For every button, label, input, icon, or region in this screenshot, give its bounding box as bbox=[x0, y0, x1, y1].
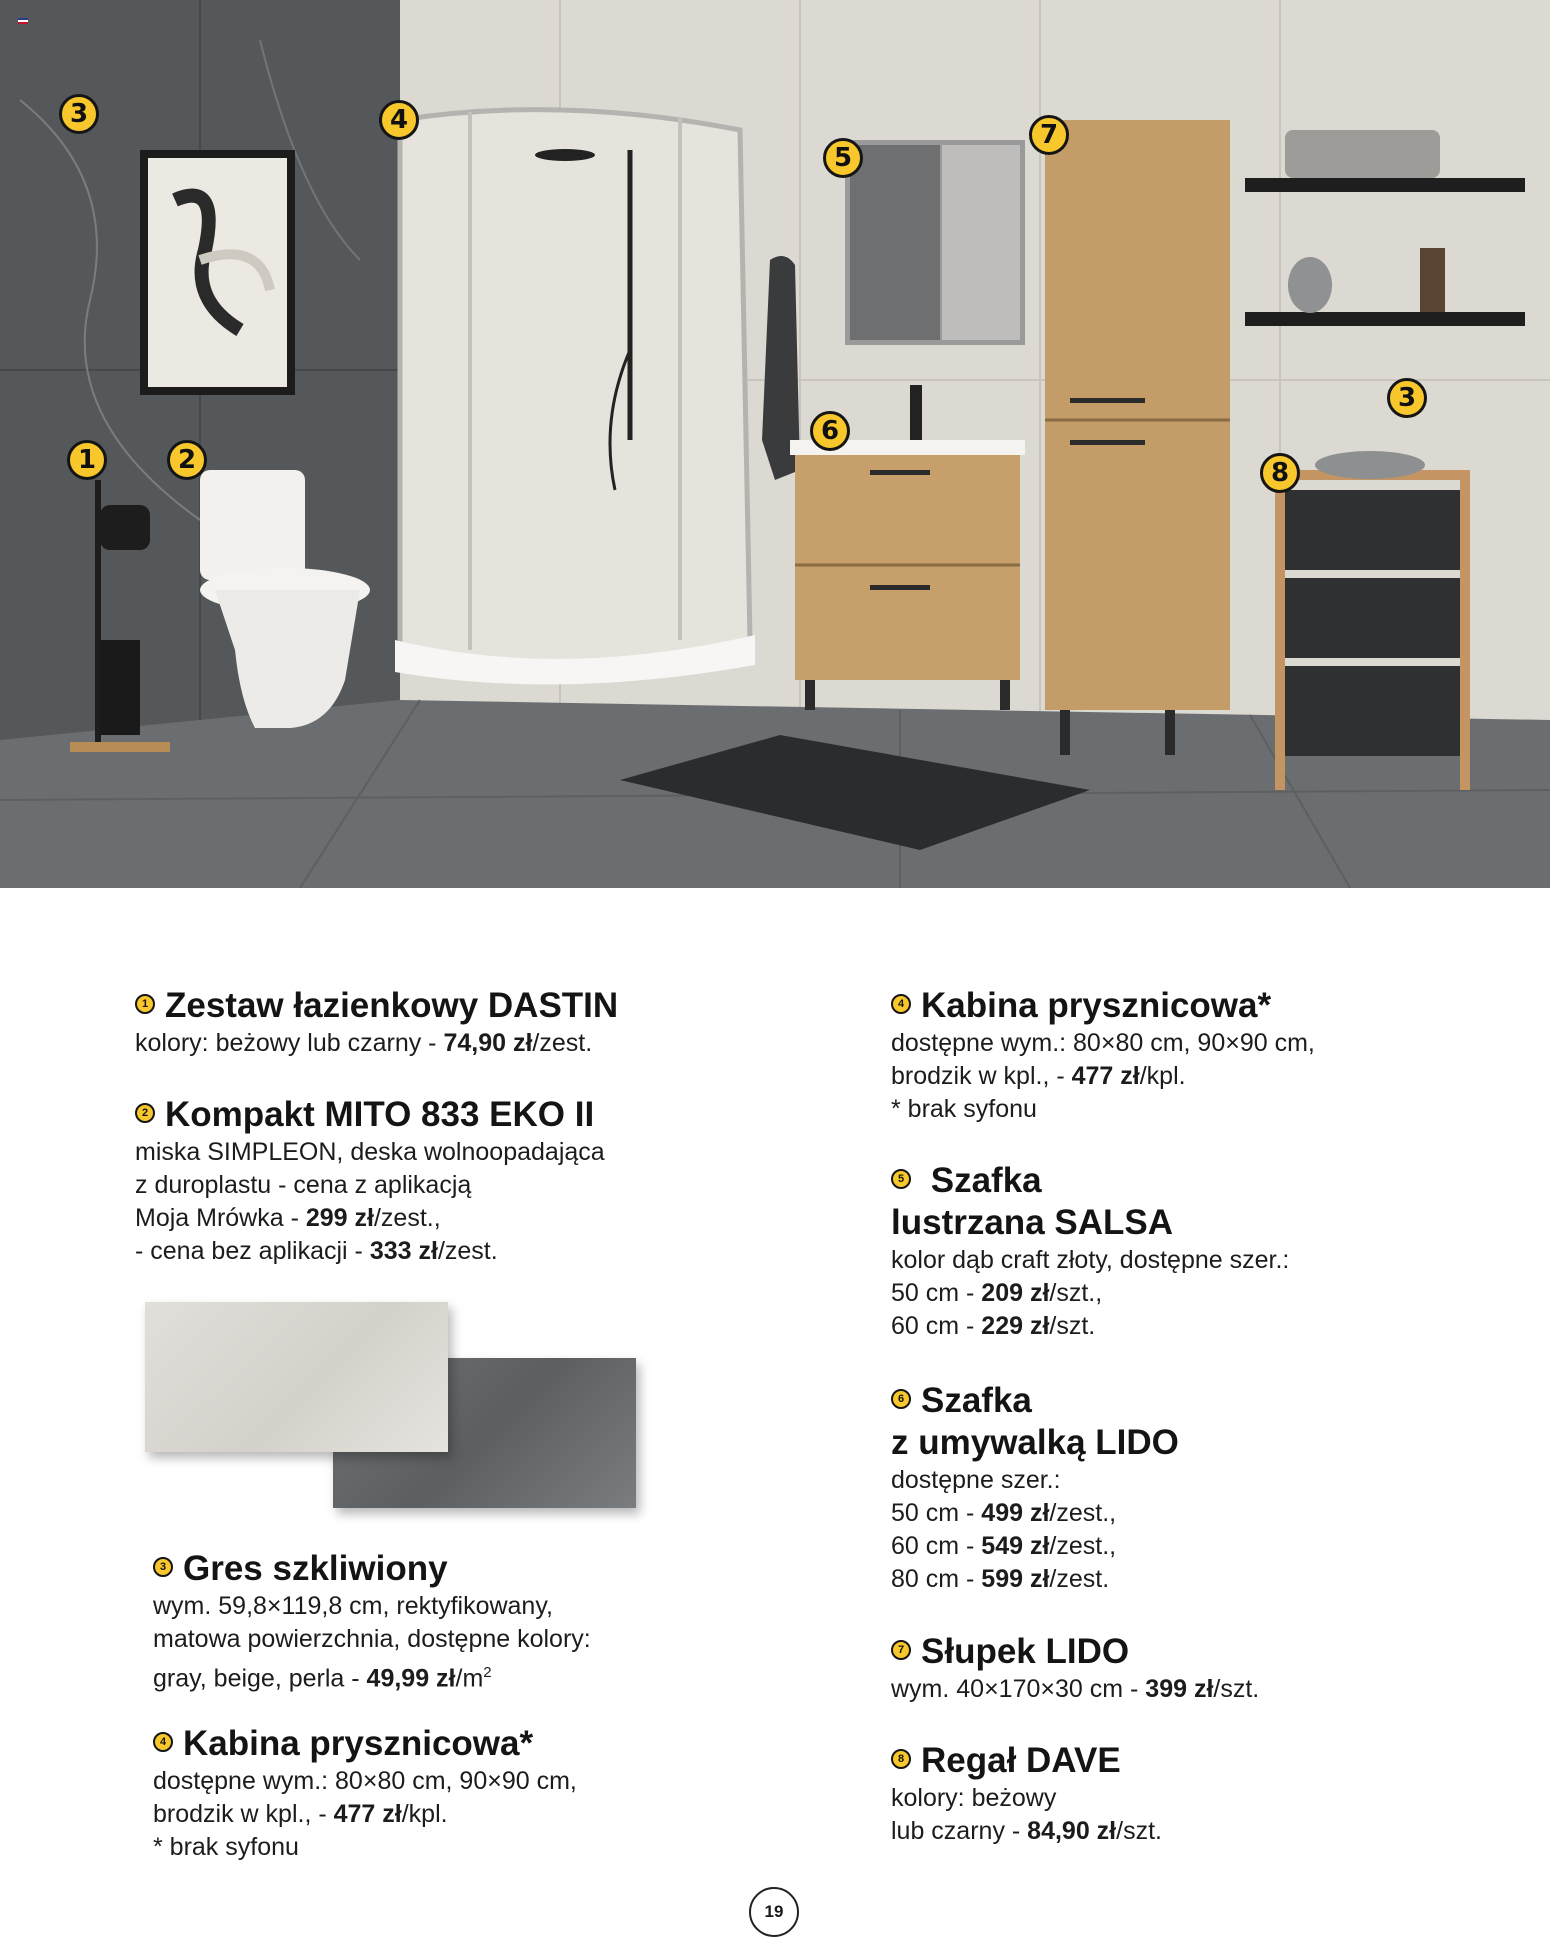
marker-4: 4 bbox=[379, 100, 419, 140]
marker-3-right: 3 bbox=[1387, 378, 1427, 418]
product-desc-line: 50 cm - 209 zł/szt., bbox=[891, 1279, 1103, 1307]
product-lido-vanity bbox=[891, 1380, 1179, 1596]
product-desc: kolory: beżowy lub czarny - 74,90 zł/zest. bbox=[135, 1029, 593, 1057]
product-desc-line: Moja Mrówka - 299 zł/zest., bbox=[135, 1204, 441, 1232]
product-desc-line: wym. 40×170×30 cm - 399 zł/szt. bbox=[891, 1675, 1260, 1703]
product-desc-line: 60 cm - 229 zł/szt. bbox=[891, 1312, 1096, 1340]
product-title: 3 Gres szkliwiony bbox=[153, 1548, 591, 1590]
marker-3-left: 3 bbox=[59, 94, 99, 134]
product-kabina-right bbox=[891, 985, 1315, 1126]
product-desc-line: brodzik w kpl., - 477 zł/kpl. bbox=[153, 1800, 448, 1828]
tile-sample-perla bbox=[145, 1302, 448, 1452]
product-title: 1 Zestaw łazienkowy DASTIN bbox=[135, 985, 618, 1027]
product-title: 8 Regał DAVE bbox=[891, 1740, 1162, 1782]
marker-5: 5 bbox=[823, 138, 863, 178]
page-number: 19 bbox=[749, 1887, 799, 1937]
product-title: 5 Szafka bbox=[891, 1160, 1289, 1202]
product-salsa bbox=[891, 1160, 1289, 1343]
product-desc-line: kolor dąb craft złoty, dostępne szer.: bbox=[891, 1246, 1290, 1274]
product-kabina-left bbox=[153, 1723, 577, 1864]
product-desc-line: brodzik w kpl., - 477 zł/kpl. bbox=[891, 1062, 1186, 1090]
marker-2: 2 bbox=[167, 440, 207, 480]
product-note: * brak syfonu bbox=[891, 1095, 1037, 1123]
bathroom-scene bbox=[0, 0, 1550, 888]
product-desc-line: dostępne wym.: 80×80 cm, 90×90 cm, bbox=[153, 1767, 577, 1795]
marker-7: 7 bbox=[1029, 115, 1069, 155]
product-desc-line: wym. 59,8×119,8 cm, rektyfikowany, bbox=[153, 1592, 553, 1620]
product-title: 4 Kabina prysznicowa* bbox=[153, 1723, 577, 1765]
product-dave bbox=[891, 1740, 1162, 1848]
product-note: * brak syfonu bbox=[153, 1833, 299, 1861]
product-title-line2: lustrzana SALSA bbox=[891, 1203, 1173, 1242]
bathroom-photo bbox=[0, 0, 1550, 888]
marker-1: 1 bbox=[67, 440, 107, 480]
product-desc-line: 60 cm - 549 zł/zest., bbox=[891, 1532, 1117, 1560]
product-gres bbox=[153, 1548, 591, 1695]
product-title-line2: z umywalką LIDO bbox=[891, 1423, 1179, 1462]
product-title: 2 Kompakt MITO 833 EKO II bbox=[135, 1094, 605, 1136]
product-desc-line: - cena bez aplikacji - 333 zł/zest. bbox=[135, 1237, 498, 1265]
flag-icon bbox=[18, 18, 28, 24]
product-desc-line: dostępne szer.: bbox=[891, 1466, 1061, 1494]
product-desc-line: gray, beige, perla - 49,99 $zł/m^2$ bbox=[153, 1664, 492, 1693]
product-desc-line: lub czarny - 84,90 zł/szt. bbox=[891, 1817, 1162, 1845]
product-desc-line: 50 cm - 499 zł/zest., bbox=[891, 1499, 1117, 1527]
product-desc-line: miska SIMPLEON, deska wolnoopadająca bbox=[135, 1138, 605, 1166]
product-desc-line: z duroplastu - cena z aplikacją bbox=[135, 1171, 472, 1199]
product-desc-line: 80 cm - 599 zł/zest. bbox=[891, 1565, 1110, 1593]
product-mito bbox=[135, 1094, 605, 1268]
product-desc-line: kolory: beżowy bbox=[891, 1784, 1057, 1812]
marker-6: 6 bbox=[810, 411, 850, 451]
product-title: 6 Szafka bbox=[891, 1380, 1179, 1422]
product-dastin bbox=[135, 985, 618, 1060]
product-desc-line: dostępne wym.: 80×80 cm, 90×90 cm, bbox=[891, 1029, 1315, 1057]
product-title: 4 Kabina prysznicowa* bbox=[891, 985, 1315, 1027]
product-lido-column bbox=[891, 1631, 1259, 1706]
product-desc-line: matowa powierzchnia, dostępne kolory: bbox=[153, 1625, 591, 1653]
marker-8: 8 bbox=[1260, 453, 1300, 493]
product-title: 7 Słupek LIDO bbox=[891, 1631, 1259, 1673]
